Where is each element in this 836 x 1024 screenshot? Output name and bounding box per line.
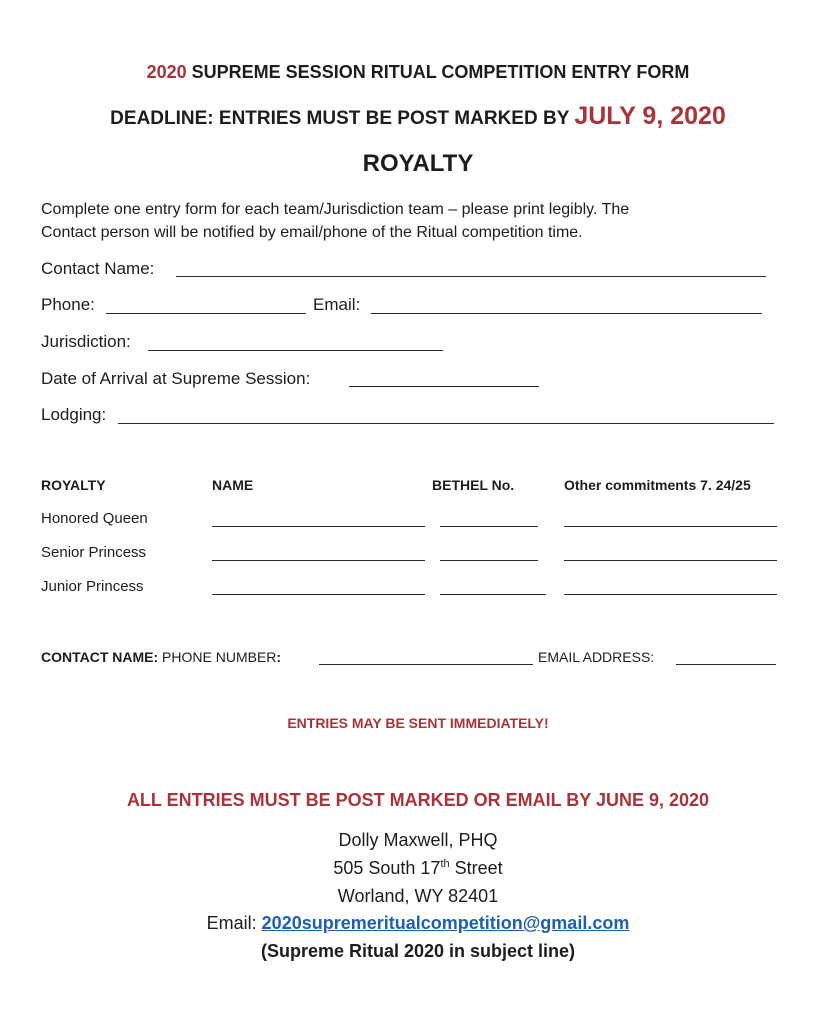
category-heading: ROYALTY	[362, 150, 474, 177]
phone-number-colon: :	[276, 649, 282, 665]
contact-name-caption: CONTACT NAME:	[41, 649, 159, 665]
junior-princess-bethel-field[interactable]	[440, 594, 546, 595]
contact-email-link[interactable]: 2020supremeritualcompetition@gmail.com	[261, 913, 630, 933]
phone-label: Phone:	[41, 295, 95, 314]
email-line-label: Email:	[206, 913, 262, 933]
title-text: SUPREME SESSION RITUAL COMPETITION ENTRY FORM	[186, 62, 690, 82]
col-header-other-commitments: Other commitments 7. 24/25	[564, 477, 751, 493]
col-header-royalty: ROYALTY	[41, 477, 106, 493]
lodging-field[interactable]	[118, 423, 774, 424]
junior-princess-commitments-field[interactable]	[564, 594, 777, 595]
contact-phone-field[interactable]	[319, 664, 533, 665]
instructions-line-2: Contact person will be notified by email/phone of the Ritual competition time.	[41, 224, 583, 241]
final-deadline-notice: ALL ENTRIES MUST BE POST MARKED OR EMAIL BY JUNE 9, 2020	[126, 790, 710, 810]
email-label: Email:	[313, 295, 361, 314]
address-street	[0, 858, 836, 879]
street-ordinal: th	[440, 858, 450, 870]
address-city: Worland, WY 82401	[337, 886, 499, 906]
col-header-bethel: BETHEL No.	[432, 477, 515, 493]
contact-name-label: Contact Name:	[41, 259, 155, 278]
deadline-line	[0, 102, 836, 131]
email-field[interactable]	[371, 313, 762, 314]
arrival-date-label: Date of Arrival at Supreme Session:	[41, 369, 311, 388]
contact-name-field[interactable]	[176, 276, 766, 277]
email-address-caption: EMAIL ADDRESS:	[538, 649, 655, 665]
instructions-line-1: Complete one entry form for each team/Jurisdiction team – please print legibly. The	[41, 201, 630, 218]
title-year: 2020	[146, 62, 187, 82]
phone-field[interactable]	[106, 313, 306, 314]
contact-email-field[interactable]	[676, 664, 776, 665]
jurisdiction-field[interactable]	[148, 350, 443, 351]
jurisdiction-label: Jurisdiction:	[41, 332, 131, 351]
immediate-notice: ENTRIES MAY BE SENT IMMEDIATELY!	[287, 715, 549, 731]
address-name: Dolly Maxwell, PHQ	[338, 830, 498, 850]
honored-queen-commitments-field[interactable]	[564, 526, 777, 527]
honored-queen-bethel-field[interactable]	[440, 526, 538, 527]
row-label-junior-princess: Junior Princess	[41, 578, 144, 595]
contact-line	[41, 649, 281, 665]
deadline-label: DEADLINE: ENTRIES MUST BE POST MARKED BY	[110, 108, 575, 129]
senior-princess-commitments-field[interactable]	[564, 560, 777, 561]
row-label-senior-princess: Senior Princess	[41, 544, 147, 561]
deadline-date: JULY 9, 2020	[574, 102, 726, 130]
senior-princess-name-field[interactable]	[212, 560, 425, 561]
col-header-name: NAME	[212, 477, 254, 493]
row-label-honored-queen: Honored Queen	[41, 510, 148, 527]
form-title	[0, 62, 836, 83]
phone-number-caption: PHONE NUMBER	[158, 649, 277, 665]
senior-princess-bethel-field[interactable]	[440, 560, 538, 561]
lodging-label: Lodging:	[41, 405, 107, 424]
street-number: 505 South 17	[333, 858, 441, 878]
email-line	[0, 913, 836, 934]
junior-princess-name-field[interactable]	[212, 594, 425, 595]
subject-note: (Supreme Ritual 2020 in subject line)	[260, 941, 576, 961]
honored-queen-name-field[interactable]	[212, 526, 425, 527]
street-suffix: Street	[449, 858, 503, 878]
arrival-date-field[interactable]	[349, 386, 539, 387]
